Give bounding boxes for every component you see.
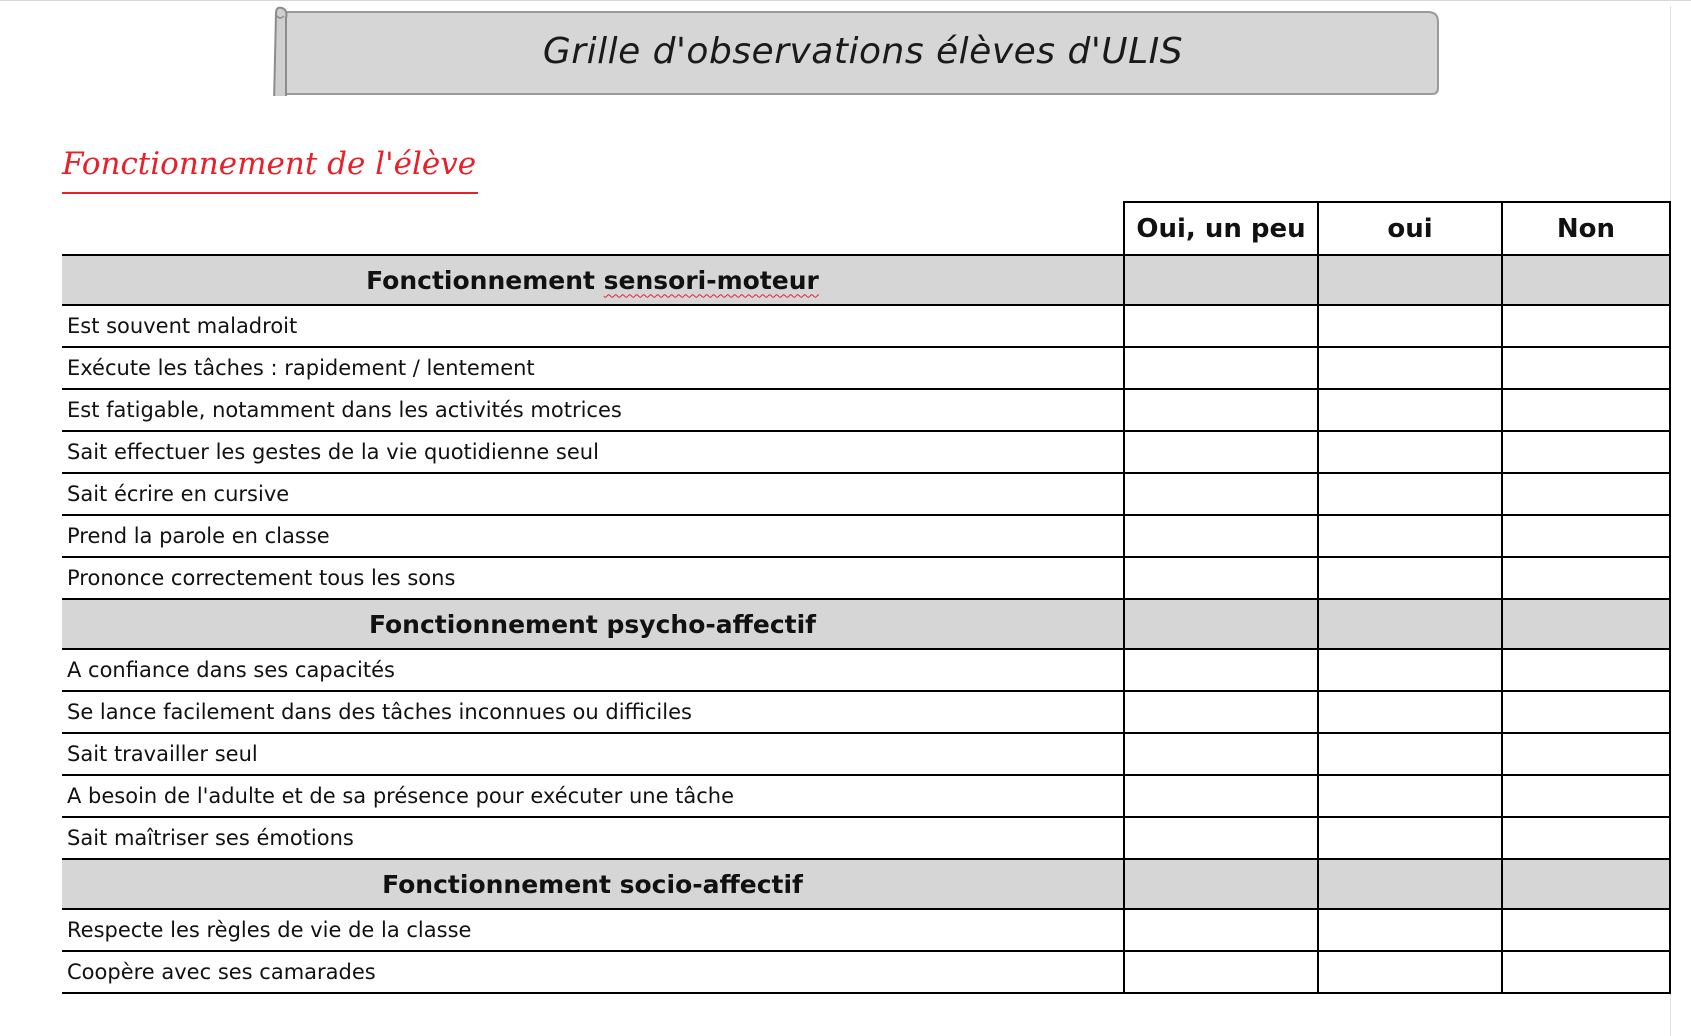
answer-cell-oui-un-peu[interactable] xyxy=(1124,473,1318,515)
category-label-prefix: Fonctionnement xyxy=(366,265,604,295)
row-label: Sait effectuer les gestes de la vie quotidienne seul xyxy=(62,431,1124,473)
answer-cell-non[interactable] xyxy=(1502,649,1670,691)
category-cell xyxy=(1124,255,1318,305)
answer-cell-non[interactable] xyxy=(1502,775,1670,817)
table-row xyxy=(62,909,1670,951)
answer-cell-non[interactable] xyxy=(1502,347,1670,389)
answer-cell-oui-un-peu[interactable] xyxy=(1124,649,1318,691)
answer-cell-oui-un-peu[interactable] xyxy=(1124,515,1318,557)
table-row xyxy=(62,817,1670,859)
answer-cell-non[interactable] xyxy=(1502,557,1670,599)
answer-cell-oui[interactable] xyxy=(1318,305,1502,347)
category-label-suffix: sensori-moteur xyxy=(603,265,819,295)
answer-cell-oui[interactable] xyxy=(1318,951,1502,993)
row-label: Respecte les règles de vie de la classe xyxy=(62,909,1124,951)
observation-grid xyxy=(62,201,1671,994)
answer-cell-non[interactable] xyxy=(1502,951,1670,993)
answer-cell-oui-un-peu[interactable] xyxy=(1124,951,1318,993)
table-row xyxy=(62,473,1670,515)
table-row xyxy=(62,515,1670,557)
category-cell xyxy=(1124,859,1318,909)
answer-cell-oui-un-peu[interactable] xyxy=(1124,691,1318,733)
answer-cell-non[interactable] xyxy=(1502,817,1670,859)
category-cell xyxy=(1318,599,1502,649)
answer-cell-non[interactable] xyxy=(1502,431,1670,473)
row-label: Exécute les tâches : rapidement / lentement xyxy=(62,347,1124,389)
table-row xyxy=(62,431,1670,473)
answer-cell-non[interactable] xyxy=(1502,733,1670,775)
category-cell xyxy=(1502,255,1670,305)
row-label: Sait maîtriser ses émotions xyxy=(62,817,1124,859)
answer-cell-oui[interactable] xyxy=(1318,733,1502,775)
answer-cell-non[interactable] xyxy=(1502,909,1670,951)
answer-cell-oui[interactable] xyxy=(1318,389,1502,431)
answer-cell-non[interactable] xyxy=(1502,515,1670,557)
answer-cell-oui[interactable] xyxy=(1318,775,1502,817)
answer-cell-oui[interactable] xyxy=(1318,557,1502,599)
answer-cell-oui[interactable] xyxy=(1318,817,1502,859)
table-row xyxy=(62,649,1670,691)
answer-cell-oui[interactable] xyxy=(1318,431,1502,473)
row-label: Prononce correctement tous les sons xyxy=(62,557,1124,599)
category-label: Fonctionnement psycho-affectif xyxy=(62,599,1124,649)
table-row xyxy=(62,691,1670,733)
header-blank-cell xyxy=(62,202,1124,255)
row-label: Est fatigable, notamment dans les activités motrices xyxy=(62,389,1124,431)
category-row-psycho-affectif xyxy=(62,599,1670,649)
answer-cell-non[interactable] xyxy=(1502,305,1670,347)
row-label: Prend la parole en classe xyxy=(62,515,1124,557)
answer-cell-oui[interactable] xyxy=(1318,649,1502,691)
answer-cell-oui[interactable] xyxy=(1318,909,1502,951)
category-row-sensori-moteur xyxy=(62,255,1670,305)
category-cell xyxy=(1502,599,1670,649)
table-row xyxy=(62,733,1670,775)
column-header-non: Non xyxy=(1502,202,1670,255)
row-label: Est souvent maladroit xyxy=(62,305,1124,347)
answer-cell-oui[interactable] xyxy=(1318,473,1502,515)
table-row xyxy=(62,775,1670,817)
table-row xyxy=(62,347,1670,389)
category-cell xyxy=(1502,859,1670,909)
title-scroll-banner xyxy=(268,4,1442,96)
row-label: Se lance facilement dans des tâches inconnues ou difficiles xyxy=(62,691,1124,733)
answer-cell-oui[interactable] xyxy=(1318,347,1502,389)
answer-cell-oui[interactable] xyxy=(1318,691,1502,733)
table-row xyxy=(62,557,1670,599)
category-label xyxy=(62,255,1124,305)
header-row xyxy=(62,202,1670,255)
row-label: Sait écrire en cursive xyxy=(62,473,1124,515)
table-row xyxy=(62,389,1670,431)
row-label: A besoin de l'adulte et de sa présence pour exécuter une tâche xyxy=(62,775,1124,817)
category-cell xyxy=(1318,255,1502,305)
table-row xyxy=(62,951,1670,993)
answer-cell-oui-un-peu[interactable] xyxy=(1124,909,1318,951)
row-label: Coopère avec ses camarades xyxy=(62,951,1124,993)
answer-cell-oui-un-peu[interactable] xyxy=(1124,389,1318,431)
answer-cell-non[interactable] xyxy=(1502,691,1670,733)
answer-cell-oui-un-peu[interactable] xyxy=(1124,817,1318,859)
answer-cell-oui[interactable] xyxy=(1318,515,1502,557)
column-header-oui-un-peu: Oui, un peu xyxy=(1124,202,1318,255)
row-label: Sait travailler seul xyxy=(62,733,1124,775)
document-title: Grille d'observations élèves d'ULIS xyxy=(542,31,1184,72)
section-heading: Fonctionnement de l'élève xyxy=(62,140,478,194)
category-cell xyxy=(1124,599,1318,649)
answer-cell-oui-un-peu[interactable] xyxy=(1124,305,1318,347)
answer-cell-oui-un-peu[interactable] xyxy=(1124,733,1318,775)
answer-cell-oui-un-peu[interactable] xyxy=(1124,557,1318,599)
table-row xyxy=(62,305,1670,347)
answer-cell-oui-un-peu[interactable] xyxy=(1124,775,1318,817)
column-header-oui: oui xyxy=(1318,202,1502,255)
answer-cell-non[interactable] xyxy=(1502,389,1670,431)
answer-cell-oui-un-peu[interactable] xyxy=(1124,431,1318,473)
category-label: Fonctionnement socio-affectif xyxy=(62,859,1124,909)
category-cell xyxy=(1318,859,1502,909)
row-label: A confiance dans ses capacités xyxy=(62,649,1124,691)
answer-cell-non[interactable] xyxy=(1502,473,1670,515)
category-row-socio-affectif xyxy=(62,859,1670,909)
answer-cell-oui-un-peu[interactable] xyxy=(1124,347,1318,389)
